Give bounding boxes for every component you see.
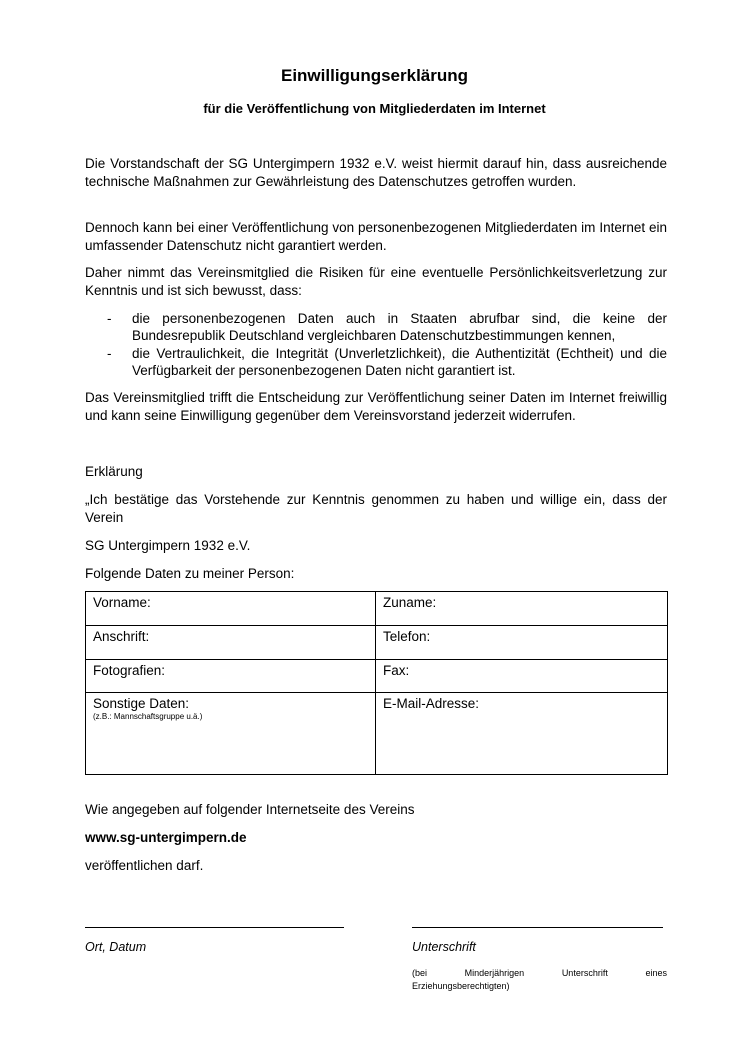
field-label: Sonstige Daten: — [93, 696, 190, 711]
field-anschrift[interactable] — [86, 626, 376, 660]
field-label: Fax: — [383, 663, 410, 678]
data-intro: Folgende Daten zu meiner Person: — [85, 566, 295, 581]
bullet-dash: - — [107, 346, 112, 361]
field-label: Telefon: — [383, 629, 431, 644]
intro-paragraph-4: Das Vereinsmitglied trifft die Entscheidung zur Veröffentlichung seiner Daten im Internet freiwillig und kann seine Einwilligung gegenüber dem Vereinsvorstand jederzeit widerrufen. — [85, 390, 667, 423]
field-label: Zuname: — [383, 595, 437, 610]
place-date-label: Ort, Datum — [85, 940, 147, 954]
document-subtitle: für die Veröffentlichung von Mitgliederdaten im Internet — [203, 101, 546, 116]
field-label: Fotografien: — [93, 663, 166, 678]
field-label: Vorname: — [93, 595, 151, 610]
field-label: Anschrift: — [93, 629, 150, 644]
field-vorname[interactable] — [86, 592, 376, 626]
intro-paragraph-3: Daher nimmt das Vereinsmitglied die Risiken für eine eventuelle Persönlichkeitsverletzung zur Kenntnis und ist sich bewusst, dass: — [85, 265, 667, 298]
declaration-statement: „Ich bestätige das Vorstehende zur Kenntnis genommen zu haben und willige ein, dass der Verein — [85, 492, 667, 525]
bullet-text: die Vertraulichkeit, die Integrität (Unverletzlichkeit), die Authentizität (Echtheit) und die Verfügbarkeit der personenbezogenen Daten nicht garantiert ist. — [132, 346, 667, 378]
bullet-text: die personenbezogenen Daten auch in Staaten abrufbar sind, die keine der Bundesrepublik Deutschland vergleichbaren Datenschutzbestimmungen kennen, — [132, 311, 667, 343]
field-zuname[interactable] — [376, 592, 668, 626]
publication-outro: veröffentlichen darf. — [85, 858, 204, 873]
declaration-heading: Erklärung — [85, 464, 143, 479]
signature-line — [412, 927, 663, 928]
field-email[interactable] — [376, 693, 668, 775]
field-fax[interactable] — [376, 660, 668, 693]
field-note: (z.B.: Mannschaftsgruppe u.ä.) — [93, 712, 203, 721]
note-line-2: Erziehungsberechtigten) — [412, 981, 510, 991]
intro-paragraph-1: Die Vorstandschaft der SG Untergimpern 1932 e.V. weist hiermit darauf hin, dass ausreichende technische Maßnahmen zur Gewährleistung des Datenschutzes getroffen wurden. — [85, 156, 667, 189]
field-sonstige-daten[interactable] — [86, 693, 376, 775]
note-word: eines — [645, 968, 667, 978]
club-name: SG Untergimpern 1932 e.V. — [85, 538, 251, 553]
place-date-line — [85, 927, 344, 928]
website-address: www.sg-untergimpern.de — [85, 830, 247, 845]
bullet-dash: - — [107, 311, 112, 326]
document-title: Einwilligungserklärung — [280, 66, 469, 85]
field-telefon[interactable] — [376, 626, 668, 660]
note-word: Unterschrift — [561, 968, 608, 978]
publication-intro: Wie angegeben auf folgender Internetseite des Vereins — [85, 802, 415, 817]
guardian-note — [412, 967, 667, 993]
signature-label: Unterschrift — [412, 940, 476, 954]
field-label: E-Mail-Adresse: — [383, 696, 480, 711]
intro-paragraph-2: Dennoch kann bei einer Veröffentlichung von personenbezogenen Mitgliederdaten im Internet ein umfassender Datenschutz nicht garantiert werden. — [85, 220, 667, 253]
note-word: (bei — [412, 968, 428, 978]
field-fotografien[interactable] — [86, 660, 376, 693]
personal-data-table — [85, 591, 668, 775]
note-word: Minderjährigen — [464, 968, 525, 978]
